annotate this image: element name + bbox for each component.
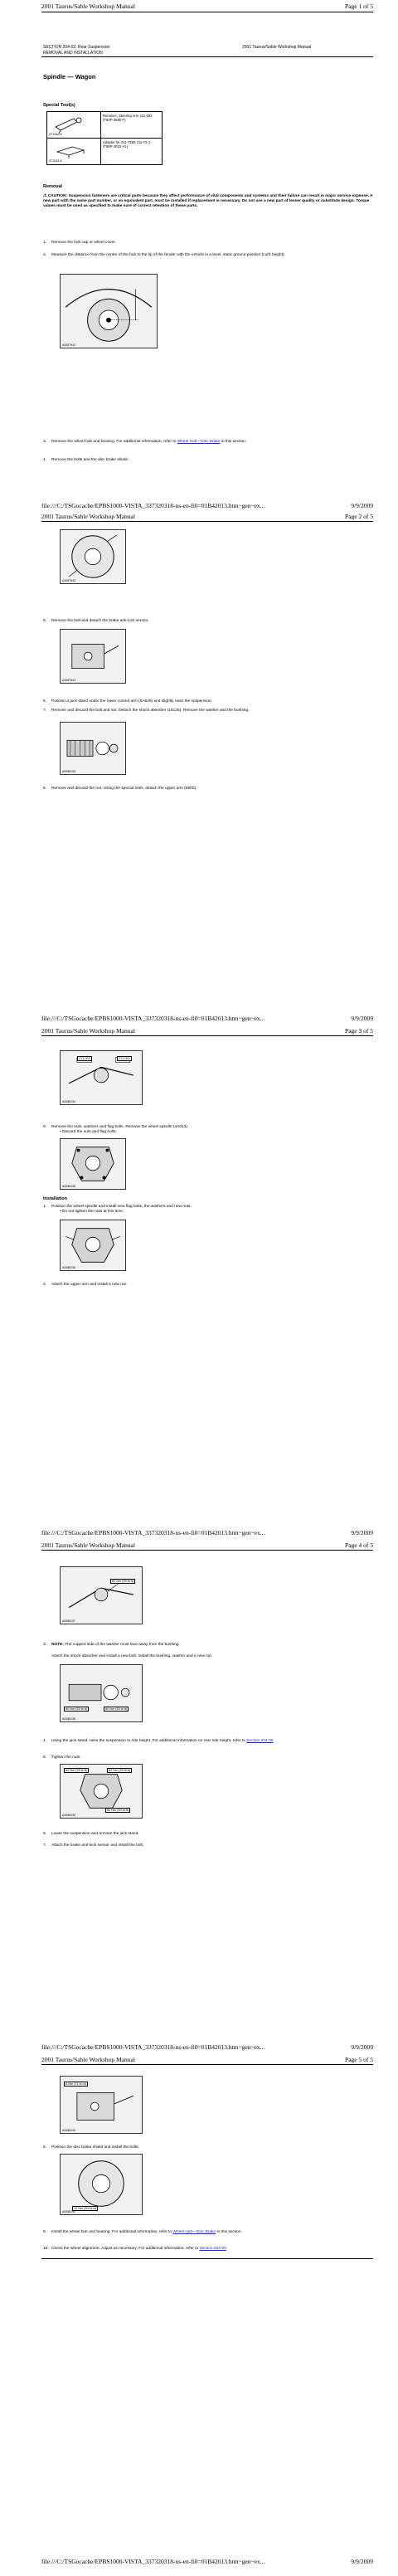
step-install-9: 9. Install the wheel hub and bearing. For additional information, refer to Wheel Hub—Disc Brake in this section. <box>43 2230 242 2234</box>
step-removal-4: 4. Remove the bolts and the disc brake shield. <box>43 458 129 462</box>
special-tools-heading: Special Tool(s) <box>43 103 75 108</box>
torque-callout: 8 Nm (71 lb-in) <box>66 2082 87 2086</box>
link-section-204-00[interactable]: Section 204-00 <box>199 2247 226 2251</box>
table-row <box>47 112 163 139</box>
section-subtitle: REMOVAL AND INSTALLATION <box>43 51 103 56</box>
spindle-install-illustration <box>61 1220 125 1270</box>
step-install-7: 7. Attach the brake anti-lock sensor and install the bolt. <box>43 1843 144 1848</box>
step-install-2: 2. Attach the upper arm and install a new nut. <box>43 1283 128 1287</box>
running-footer: file:///C:/TSGocache/EPBS1000-VISTA_337320318-ns-en-fi0=01B42013.htm~gen~ex... <box>41 1529 265 1536</box>
step-install-10: 10. Check the wheel alignment. Adjust as necessary. For additional information, refer to Section 204-00. <box>43 2247 228 2251</box>
figure-tighten-nuts: 80 Nm (59 lb-ft) 80 Nm (59 lb-ft) 80 Nm (59 lb-ft) A0058139 <box>60 1764 143 1819</box>
running-header: 2001 Taurus/Sable Workshop Manual <box>41 1541 135 1549</box>
tool-illustration <box>47 139 101 165</box>
caution-label: CAUTION: <box>47 194 68 198</box>
running-header: 2001 Taurus/Sable Workshop Manual <box>41 2056 135 2063</box>
running-footer: file:///C:/TSGocache/EPBS1000-VISTA_337320318-ns-en-fi0=01B42013.htm~gen~ex... <box>41 2043 265 2051</box>
step-removal-8: 8. Remove and discard the nut. Using the special tools, detach the upper arm (5500). <box>43 786 197 791</box>
step-removal-2: 2. Measure the distance from the center of the hub to the lip of the fender with the vehicle in a level, static ground position (curb height). <box>43 253 285 257</box>
link-section-204-00[interactable]: Section 204-00 <box>246 1739 274 1743</box>
figure-sensor-install: 8 Nm (71 lb-in) A0058140 <box>60 2076 143 2134</box>
warning-icon: ⚠ <box>43 194 47 198</box>
page-4 <box>0 1541 398 2057</box>
figure-brake-shield-install: 10 Nm (89 lb-in) A0058141 <box>60 2154 143 2215</box>
caution-block <box>43 194 375 210</box>
figure-shock-install: 80 Nm (59 lb-ft) 80 Nm (59 lb-ft) A0058138 <box>60 1664 143 1722</box>
step-install-1: 1. Position the wheel spindle and install new flag bolts, the washers and new nuts. <box>43 1205 192 1209</box>
torque-callout: 80 Nm (59 lb-ft) <box>105 1707 128 1711</box>
torque-callout: 80 Nm (59 lb-ft) <box>109 1769 131 1772</box>
running-header: 2001 Taurus/Sable Workshop Manual <box>41 513 135 520</box>
step-removal-1: 1. Remove the hub cap or wheel cover. <box>43 241 116 245</box>
running-header: 2001 Taurus/Sable Workshop Manual <box>41 2 135 10</box>
figure-upper-arm-nut: 80 Nm (59 lb-ft) A0058137 <box>60 1566 143 1624</box>
tool-id: ST2043-A <box>49 159 62 163</box>
page-5 <box>0 2056 398 2571</box>
step-install-1-bullet: • Do not tighten the nuts at this time. <box>60 1210 124 1214</box>
tool-id: ST1054-A <box>49 133 62 136</box>
step-removal-7: 7. Remove and discard the bolt and nut. Detach the shock absorber (18125). Remove the washer and the bushing. <box>43 709 250 713</box>
figure-disc-brake-shield: A0057943 <box>60 529 126 584</box>
section-title: SECTION 204-02: Rear Suspension <box>43 45 110 50</box>
step-removal-3: 3. Remove the wheel hub and bearing. For additional information, refer to Wheel Hub—Disc Brake in this section. <box>43 440 247 444</box>
page-number: Page 3 of 5 <box>345 1027 373 1035</box>
torque-callout: 10 Nm (89 lb-in) <box>74 2207 97 2210</box>
figure-shock-absorber: A0058133 <box>60 722 126 775</box>
shock-absorber-illustration <box>61 723 125 774</box>
step-removal-9-bullet: • Discard the nuts and flag bolts. <box>60 1130 117 1134</box>
page-title: Spindle — Wagon <box>43 73 96 80</box>
running-footer: file:///C:/TSGocache/EPBS1000-VISTA_337320318-ns-en-fi0=01B42013.htm~gen~ex... <box>41 502 265 509</box>
tool-description: Adapter for 211-T200 211-T2-1 (T86P-3010-A1) <box>101 139 163 165</box>
special-tools-table <box>46 111 163 165</box>
step-removal-6: 6. Position a jack stand under the lower control arm (5A649) and slightly raise the suspension. <box>43 699 213 704</box>
tool-description: Remover, Steering Arm 211-003 (T64P-3590-F) <box>101 112 163 139</box>
step-install-3-detail: Attach the shock absorber and install a new bolt. Install the bushing, washer and a new nut. <box>51 1654 213 1658</box>
page-1 <box>0 0 398 515</box>
upper-arm-nut-illustration <box>61 1567 142 1624</box>
torque-callout: 80 Nm (59 lb-ft) <box>107 1809 129 1812</box>
torque-callout: 80 Nm (59 lb-ft) <box>112 1580 134 1583</box>
footer-date: 9/9/2009 <box>351 2558 373 2565</box>
brake-shield-illustration <box>61 530 125 583</box>
page-2 <box>0 513 398 1028</box>
footer-date: 9/9/2009 <box>351 1015 373 1022</box>
page-number: Page 2 of 5 <box>345 513 373 520</box>
page-3 <box>0 1027 398 1542</box>
caution-text: Suspension fasteners are critical parts because they affect performance of vital components and systems and their failure can result in major service expense. A new part with the same part number, or an equivalent part, must be installed if replacement is necessary. Do not use a new part of lesser quality or substitute design. Torque values must be used as specified to make sure of correct retention of these parts. <box>43 194 373 209</box>
running-footer: file:///C:/TSGocache/EPBS1000-VISTA_337320318-ns-en-fi0=01B42013.htm~gen~ex... <box>41 1015 265 1022</box>
spindle-illustration <box>61 1139 125 1189</box>
removal-heading: Removal <box>43 184 62 189</box>
figure-upper-arm-tool: 211-003 211-003 A0058134 <box>60 1050 143 1105</box>
footer-date: 9/9/2009 <box>351 2043 373 2051</box>
running-footer: file:///C:/TSGocache/EPBS1000-VISTA_337320318-ns-en-fi0=01B42013.htm~gen~ex... <box>41 2558 265 2565</box>
page-number: Page 5 of 5 <box>345 2056 373 2063</box>
figure-spindle-install: A0058136 <box>60 1220 126 1271</box>
header-rule <box>41 521 373 522</box>
step-install-5: 5. Tighten the nuts. <box>43 1755 81 1760</box>
figure-wheel-spindle: A0058135 <box>60 1138 126 1190</box>
figure-wheel-measurement: A0057942 <box>60 274 158 348</box>
table-row <box>47 139 163 165</box>
tool-illustration <box>47 112 101 139</box>
end-rule <box>41 2258 373 2259</box>
step-install-8: 8. Position the disc brake shield and install the bolts. <box>43 2145 139 2150</box>
torque-callout: 80 Nm (59 lb-ft) <box>66 1769 88 1772</box>
step-install-4: 4. Using the jack stand, raise the suspension to ride height. For additional information on rear ride height, refer to Section 204-00. <box>43 1739 274 1743</box>
bullet-icon: • <box>60 1210 63 1214</box>
shock-install-illustration <box>61 1665 142 1721</box>
wheel-fender-illustration <box>61 275 157 348</box>
figure-antilock-sensor: A0057944 <box>60 629 126 684</box>
footer-date: 9/9/2009 <box>351 502 373 509</box>
tool-callout: 211-003 <box>79 1057 90 1060</box>
footer-date: 9/9/2009 <box>351 1529 373 1536</box>
bullet-icon: • <box>60 1130 63 1134</box>
running-header: 2001 Taurus/Sable Workshop Manual <box>41 1027 135 1035</box>
step-install-3: 3. NOTE: The cupped side of the washer must face away from the bushing. <box>43 1643 180 1647</box>
sensor-illustration <box>61 630 125 683</box>
page-number: Page 4 of 5 <box>345 1541 373 1549</box>
doc-header-rule <box>41 56 373 57</box>
installation-heading: Installation <box>43 1196 68 1201</box>
torque-callout: 80 Nm (59 lb-ft) <box>66 1707 88 1711</box>
step-install-6: 6. Lower the suspension and remove the jack stand. <box>43 1832 139 1836</box>
step-removal-5: 5. Remove the bolt and detach the brake anti-lock sensor. <box>43 619 149 623</box>
link-wheel-hub[interactable]: Wheel Hub—Disc Brake <box>172 2230 216 2234</box>
tool-callout: 211-003 <box>119 1057 130 1060</box>
header-rule <box>41 1035 373 1036</box>
page-number: Page 1 of 5 <box>345 2 373 10</box>
header-rule <box>41 2064 373 2065</box>
step-removal-9: 9. Remove the nuts, washers and flag bolts. Remove the wheel spindle (4A013). <box>43 1125 189 1129</box>
header-rule <box>41 1550 373 1551</box>
doc-header-right: 2001 Taurus/Sable Workshop Manual <box>242 45 312 50</box>
link-wheel-hub[interactable]: Wheel Hub—Disc Brake <box>177 440 221 444</box>
